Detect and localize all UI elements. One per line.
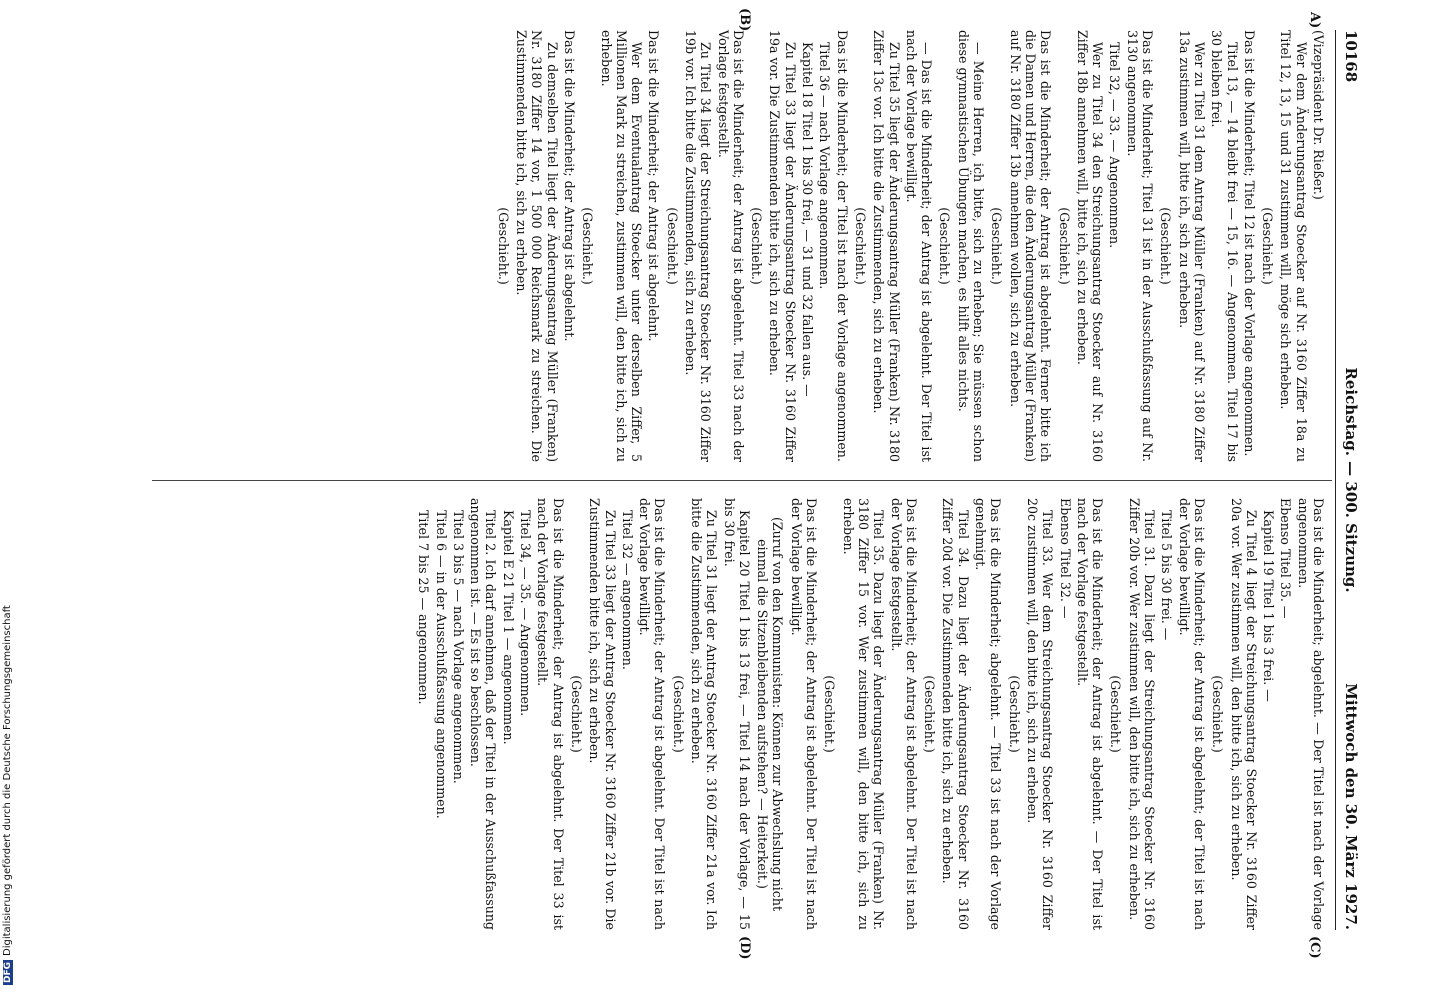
paragraph: Zu Titel 4 liegt der Streichungsantrag Stoecker Nr. 3160 Ziffer 20a vor. Wer zustimmen will, den bitte ich, sich zu erheben. [1228, 498, 1259, 930]
paragraph: — Das ist die Minderheit; der Antrag ist abgelehnt. Der Titel ist nach der Vorlage bewilligt. [903, 30, 935, 462]
paragraph: Das ist die Minderheit; der Antrag ist abgelehnt. [646, 30, 662, 342]
procedural-note: (Geschieht.) [580, 207, 596, 285]
procedural-note: (Zuruf von den Kommunisten: Können zur Abwechslung nicht einmal die Sitzenbleibenden aufstehen? — Heiterkeit.) [755, 516, 786, 912]
paragraph: Wer zu Titel 34 den Streichungsantrag Stoecker auf Nr. 3160 Ziffer 18b annehmen will, bitte ich, sich zu erheben. [1074, 30, 1106, 462]
paragraph: Das ist die Minderheit; der Antrag ist abgelehnt. Der Titel ist nach der Vorlage bewilligt. [788, 498, 820, 930]
rotated-page [122, 8, 1362, 960]
paragraph: Titel 34, — 35. — Angenommen. [518, 510, 534, 717]
paragraph: Titel 5 bis 30 frei. — [1159, 510, 1175, 641]
paragraph: Das ist die Minderheit; der Antrag ist abgelehnt. Der Titel ist nach der Vorlage festgestellt. [888, 498, 919, 930]
paragraph: Wer zu Titel 31 dem Antrag Müller (Franken) auf Nr. 3180 Ziffer 13a zustimmen will, bitte ich, sich zu erheben. [1176, 30, 1207, 462]
paragraph: Ebenso Titel 32. — [1057, 498, 1073, 619]
paragraph: Das ist die Minderheit; der Titel ist nach der Vorlage angenommen. [834, 30, 850, 462]
procedural-note: (Geschieht.) [937, 207, 953, 285]
column-divider [152, 480, 1332, 481]
margin-mark-d: (D) [737, 936, 752, 960]
paragraph: Zu Titel 34 liegt der Streichungsantrag Stoecker Nr. 3160 Ziffer 19b vor. Ich bitte die Zustimmenden, sich zu erheben. [683, 30, 714, 462]
procedural-note: (Geschieht.) [495, 207, 511, 285]
paragraph: Titel 3 bis 5 — nach Vorlage angenommen. [450, 510, 466, 784]
paragraph: Titel 31. Dazu liegt der Streichungsantrag Stoecker Nr. 3160 Ziffer 20b vor. Wer zustimmen will, den bitte ich, sich zu erheben. [1126, 498, 1158, 930]
paragraph: Das ist die Minderheit; der Antrag ist abgelehnt. Der Titel ist nach der Vorlage bewilligt. [637, 498, 668, 930]
paragraph: Titel 7 bis 25 — angenommen. [416, 510, 432, 705]
paragraph: Zu Titel 35 liegt der Änderungsantrag Müller (Franken) Nr. 3180 Ziffer 13c vor. Ich bitte die Zustimmenden, sich zu erheben. [871, 30, 902, 462]
procedural-note: (Geschieht.) [1210, 675, 1226, 753]
procedural-note: (Geschieht.) [852, 207, 868, 285]
paragraph: Zu Titel 31 liegt der Antrag Stoecker Nr. 3160 Ziffer 21a vor. Ich bitte die Zustimmenden, sich zu erheben. [689, 498, 720, 930]
right-text-column [414, 498, 1326, 930]
paragraph: Titel 35. Dazu liegt der Änderungsantrag Müller (Franken) Nr. 3180 Ziffer 15 vor. Wer zustimmen will, den bitte ich, sich zu erheben. [840, 498, 887, 930]
procedural-note: (Geschieht.) [822, 675, 838, 753]
procedural-note: (Geschieht.) [664, 207, 680, 285]
paragraph: Titel 2. Ich darf annehmen, daß der Titel in der Ausschußfassung angenommen ist. — Es ist so beschlossen. [468, 498, 499, 930]
paragraph: Wer dem Änderungsantrag Stoecker auf Nr. 3160 Ziffer 18a zu Titel 12, 13, 15 und 31 zustimmen will, möge sich erheben. [1278, 30, 1309, 462]
procedural-note: (Geschieht.) [749, 207, 765, 285]
paragraph: Das ist die Minderheit; Titel 31 ist in der Ausschußfassung auf Nr. 3130 angenommen. [1124, 30, 1156, 462]
paragraph: Titel 34. Dazu liegt der Änderungsantrag Stoecker Nr. 3160 Ziffer 20d vor. Die Zustimmenden bitte ich, sich zu erheben. [940, 498, 971, 930]
paragraph: — Meine Herren, ich bitte, sich zu erheben; Sie müssen schon diese gymnastischen Übungen machen, es hilft alles nichts. [955, 30, 987, 462]
procedural-note: (Geschieht.) [1006, 675, 1022, 753]
paragraph: Das ist die Minderheit; der Antrag ist abgelehnt. — Der Titel ist nach der Vorlage festgestellt. [1074, 498, 1106, 930]
paragraph: Ebenso Titel 35. — [1278, 498, 1294, 619]
paragraph: Titel 13, — 14 bleibt frei — 15, 16. — Angenommen. Titel 17 bis 30 bleiben frei. [1209, 30, 1240, 462]
procedural-note: (Geschieht.) [670, 675, 686, 753]
paragraph: Titel 6 — in der Ausschußfassung angenommen. [433, 510, 449, 819]
procedural-note: (Geschieht.) [989, 207, 1005, 285]
paragraph: Das ist die Minderheit; der Antrag ist abgelehnt; der Titel ist nach der Vorlage bewilligt. [1176, 498, 1207, 930]
session-title: Reichstag. — 300. Sitzung. [1342, 367, 1360, 593]
procedural-note: (Geschieht.) [922, 675, 938, 753]
paragraph: Das ist die Minderheit; der Antrag ist abgelehnt. Ferner bitte ich die Damen und Herren, die den Änderungsantrag Müller (Franken) auf Nr. 3180 Ziffer 13b annehmen wollen, sich zu erheben. [1007, 30, 1054, 462]
paragraph: Titel 33. Wer dem Streichungsantrag Stoecker Nr. 3160 Ziffer 20c zustimmen will, den bitte ich, sich zu erheben. [1024, 498, 1056, 930]
paragraph: (Vizepräsident Dr. Rießer.) [1311, 30, 1326, 200]
paragraph: Zu demselben Titel liegt der Änderungsantrag Müller (Franken) Nr. 3180 Ziffer 14 vor, 1 500 000 Reichsmark zu streichen. Die Zustimmenden bitte ich, sich zu erheben. [514, 30, 560, 462]
footer-credit: Digitalisierung gefördert durch die Deutsche Forschungsgemeinschaft [2, 605, 13, 956]
margin-mark-c: (C) [1307, 936, 1322, 959]
margin-mark-a: A) [1307, 12, 1322, 29]
procedural-note: (Geschieht.) [568, 675, 584, 753]
left-text-column [492, 30, 1326, 462]
paragraph: Kapitel 18 Titel 1 bis 30 frei, — 31 und 32 fallen aus. — [800, 42, 816, 397]
paragraph: Das ist die Minderheit; der Antrag ist abgelehnt. Titel 33 nach der Vorlage festgestellt. [715, 30, 746, 462]
paragraph: Titel 32 — angenommen. [619, 510, 635, 670]
paragraph: Das ist die Minderheit; der Antrag ist abgelehnt. [561, 30, 577, 342]
paragraph: Wer dem Eventualantrag Stoecker unter derselben Ziffer, 5 Millionen Mark zu streichen, zustimmen will, den bitte ich, sich zu erheben. [598, 30, 645, 462]
digitization-footer [2, 0, 22, 1000]
procedural-note: (Geschieht.) [1260, 207, 1276, 285]
paragraph: Titel 32, — 33. — Angenommen. [1107, 42, 1123, 249]
footer-text [2, 605, 13, 985]
dfg-logo: DFG [3, 961, 13, 983]
paragraph: Zu Titel 33 liegt der Änderungsantrag Stoecker Nr. 3160 Ziffer 19a vor. Die Zustimmenden bitte ich, sich zu erheben. [767, 30, 798, 462]
paragraph: Zu Titel 33 liegt der Antrag Stoecker Nr. 3160 Ziffer 21b vor. Die Zustimmenden bitte ich, sich zu erheben. [587, 498, 618, 930]
procedural-note: (Geschieht.) [1056, 207, 1072, 285]
session-date: Mittwoch den 30. März 1927. [1342, 683, 1360, 930]
paragraph: Kapitel E 21 Titel 1 — angenommen. [500, 510, 516, 745]
paragraph: Das ist die Minderheit; der Antrag ist abgelehnt. Der Titel 33 ist nach der Vorlage festgestellt. [535, 498, 566, 930]
procedural-note: (Geschieht.) [1158, 207, 1174, 285]
page-number: 10168 [1342, 30, 1360, 83]
paragraph: Kapitel 19 Titel 1 bis 3 frei. — [1261, 510, 1277, 702]
page-header [1335, 30, 1362, 930]
margin-mark-b: (B) [737, 8, 752, 32]
procedural-note: (Geschieht.) [1108, 675, 1124, 753]
paragraph: Titel 36 — nach Vorlage angenommen. [817, 42, 833, 290]
paragraph: Kapitel 20 Titel 1 bis 13 frei, — Titel 14 nach der Vorlage, — 15 bis 30 frei. [721, 498, 752, 930]
paragraph: Das ist die Minderheit; abgelehnt. — Titel 33 ist nach der Vorlage genehmigt. [973, 498, 1004, 930]
paragraph: Das ist die Minderheit; abgelehnt. — Der Titel ist nach der Vorlage angenommen. [1295, 498, 1326, 930]
paragraph: Das ist die Minderheit; Titel 12 ist nach der Vorlage angenommen. [1241, 30, 1257, 457]
